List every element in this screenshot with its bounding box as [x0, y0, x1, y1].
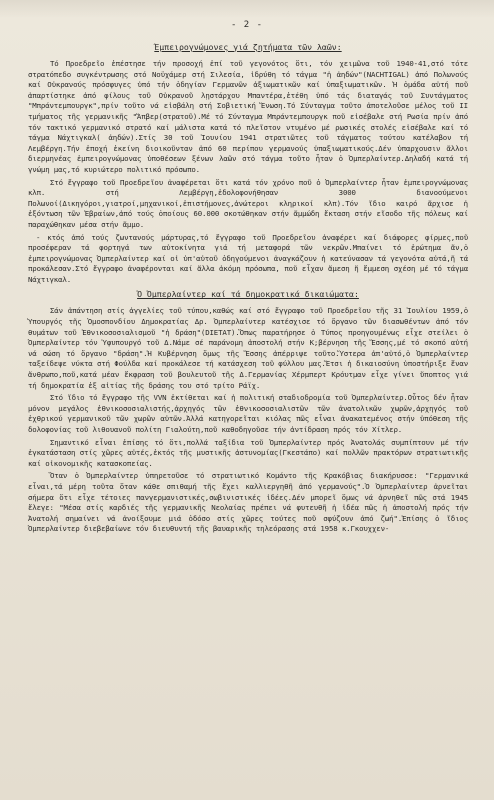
paragraph: - κτός ἀπό τούς ζωντανούς μάρτυρας,τό ἔγγραφο τοῦ Προεδρεῖου ἀναφέρει καί διάφορες φίρμες,ποῦ προσέφεραν τά φορτηγά των αὐτοκίνητα γιά τή μεταφορά τῶν νεκρῶν.Μπαίνει τό ἐρώτημα ἄν,ὁ ἐμπειρογνώμονας Ὀμπερλαίντερ καί οἱ ὑπ'αὐτοῦ ὁδηγούμενοι ἀναγκάζουν ἡ κατεύνασαν τά γεγονότα αὐτά,ἤ τά προκάλεσαν.Στό ἔγγραφο ἀναφέρονται καί ἄλλα ἀκόμη πρόσωπα, ποῦ εἶχαν ἄμεση ἤ ἔμμεση σχέση μέ τό τάγμα Νάχτιγκαλ. [28, 232, 468, 284]
section-heading-democratic-rights: Ὁ Ὀμπερλαίντερ καί τά δημοκρατικά δικαιώματα: [137, 289, 359, 300]
section-heading-experts: Έμπειρογνώμονες γιά ζητήματα τῶν λαῶν: [154, 42, 342, 52]
paragraph: Σάν ἀπάντηση στίς ἀγγελίες τοῦ τύπου,καθώς καί στό ἔγγραφο τοῦ Προεδρεῖου τῆς 31 Ἰουλίου 1959,ὁ Ὑπουργός τῆς Ὁμοσπονδίου Δημοκρατίας Δρ. Ὀμπερλαίντερ κατέσχισε τό ὄργανο τῶν διασωθέντων ἀπό τόν θυμάτων τοῦ Ἐθνικοσοσιαλισμοῦ "ἡ δράση"(DIETAT).Ὅπως παρατήρησε ὁ Τύπος προηγουμένως εἶχε στείλει ὁ Ὀμπερλαίντερ τόν Ὑφυπουργό τοῦ Δ.Νάμε σέ παράνομη ἀποστολή στήν Κ;βέρνηση τῆς Ἔσσης,μέ τό σκοπό αὐτή νά σώση τό ὄργανο "δράση".Ἡ Κυβέρνηση ὅμως τῆς Ἔσσης ἀπέρριψε τοῦτο.Ὕστερα ἀπ'αὐτό,ὁ Ὀμπερλαίντερ ταξείδεψε νύκτα στή Φούλδα καί προκάλεσε τή κατάσχεση τοῦ φύλλου μας.Ἔτσι ἡ δικαιοσύνη ὑποστήριξε ἕναν ἄνθρωπο,ποῦ,κατά μέαν ἔκφραση τοῦ βουλευτοῦ τῆς Δ.Γερμανίας Χέρμπερτ Κρόυτμαν εἶχε γίνει ὕποπτος γιά τή δημοκρατία ἐξ αἰτίας τῆς δράσης του στό τρίτο Ράϊχ. [28, 306, 468, 390]
section-experts [28, 42, 468, 285]
paragraph: Τό Προεδρεῖο ἐπέστησε τήν προσοχή ἐπί τοῦ γεγονότος ὅτι, τόν χειμῶνα τοῦ 1940-41,στό τότε στρατόπεδο συγκέντρωσης στό Νοϋχάμερ στή Σιλεσία, ἱδρύθη τό τάγμα "ἡ ἀηδών"(NACHTIGAL) ἀπό Πολωνούς καί Οὐκρανούς πρόσφυγες ὑπό τήν ὁδηγίαν Γερμανῶν ἀξιωματικῶν καί ὑπαξιωματικῶν. Ἡ ὁμάδα αὐτή ποῦ ἀπαρτίστηκε ἀπό φίλους τοῦ Οὐκρανοῦ λῃστάρχου Μπαντέρα,ἐτέθη ὑπό τάς διαταγάς τοῦ Συντάγματος "Μπράντεμπουργκ",πρίν τοῦτο νά εἰσβάλη στή Σοβιετική Ἕνωση.Τό Σύνταγμα τοῦτο ἀποτελοῦσε μέλος τοῦ ΙΙ τμήματος τῆς γερμανικῆς "Ἄπβερ(στρατοῦ).Μέ τό Σύνταγμα Μπράντεμπουργκ ποῦ εἰσέβαλε στή Ρωσία πρίν ἀπό τόν τακτικό γερμανικό στρατό καί μάλιστα κατά τό πλεῖστον ντυμένο μέ ρωσικές στολές εἰσέβαλε καί τό τάγμα Νάχτιγκαλ( ἀηδών).Στίς 30 τοῦ Ἰουνίου 1941 στρατιῶτες τοῦ τάγματος τούτου κατέλαβον τή Λεμβέργη.Τήν ἐποχή ἐκείνη διοικοῦνταν ἀπό 60 περίπου γερμανούς ὑπαξιωματικούς.Δέν ὑπαρχουσιν ἄλλοι διερμηνέας ἐμπειρογνώμονας ὑποθέσεων ξένων λαῶν στό τάγμα τοῦτο ἦταν ὁ Ὀμπερλαίντερ.Δηλαδή κατά τή γνώμη μας,τό κυριώτερο πολιτικό πρόσωπο. [28, 59, 468, 174]
section-democratic-rights [28, 289, 468, 534]
paragraph: Ὅταν ὁ Ὀμπερλαίντερ ὑπηρετοῦσε τό στρατιωτικό Κομάντο τῆς Κρακόβιας διακήρυσσε: "Γερμανικά εἶναι,τά μέρη τοῦτα ὅταν κάθε σπιθαμή τῆς ἔχει καλλιεργηθῆ ἀπό γερμανούς".Ὁ Ὀμπερλαίντερ ἀρνεῖται σήμερα ὅτι εἶχε τέτοιες πανγερμανιστικές,σωβινιστικές ἰδέες.Δέν μπορεῖ ὅμως νά ἀρνηθεῖ πῶς στά 1945 ἔλεγε: "Μέσα στίς καρδιές τῆς γερμανικῆς Νεολαίας πρέπει νά φυτευθῆ ἡ ἰδέα πῶς ἡ ἀποστολή πρός τήν Ἀνατολή σημαίνει νά ἀνοίξουμε μιά ὁδόσο στίς χῶρες τούτες ποῦ σφύζουν ἀπό ζωή".Ἐπίσης ὁ ἴδιος Ὀμπερλαίντερ διεβεβαίωνε τόν διευθυντή τῆς βαυαρικῆς τηλεόρασης στά 1958 κ.Γκουχχεν- [28, 471, 468, 534]
page-number: - 2 - [230, 20, 264, 30]
paragraph: Σημαντικό εἶναι ἐπίσης τό ὅτι,πολλά ταξίδια τοῦ Ὀμπερλαίντερ πρός Ἀνατολάς συμπίπτουν μέ τήν ἐγκατάσταση στίς χῶρες αὐτές,ἐκτός τῆς μυστικῆς ἀστυνομίας(Γκεστάπο) καί πολλῶν πρακτόρων στρατιωτικῆς καί οἰκονομικῆς κατασκοπείας. [28, 437, 468, 468]
paragraph: Στό ἔγγραφο τοῦ Προεδρεῖου ἀναφέρεται ὅτι κατά τόν χρόνο ποῦ ὁ Ὀμπερλαίντερ ἦταν ἐμπειρογνώμονας κλπ. στή Λεμβέργη,ἐδολοφονήθησαν 3000 διανοούμενοι Πολωνοί(Δικηγόροι,γιατροί,μηχανικοί,ἐπιστήμονες,ἀνώτεροι κληρικοί κλπ).Τόν ἴδιο καιρό ἄρχισε ἡ ἐξόντωση τῶν Ἑβραίων,ἀπό τούς ὁποίους 60.000 σκοτώθηκαν στήν ἄμμώδη ἔκταση στήν εἴσοδο τῆς πόλεως καί παραχώθηκαν μέσα στήν ἄμμο. [28, 177, 468, 229]
paragraph: Στό ἴδιο τό ἔγγραφο τῆς VVN ἐκτίθεται καί ἡ πολιτική σταδιοδρομία τοῦ Ὀμπερλαίντερ.Οὗτος δέν ἦταν μόνον μεγάλος ἐθνικοσοσιαλιστής,ἀρχηγός τῶν ἐθνικοσοσιαλιστῶν τῶν ἀνατολικῶν χωρῶν,ἀρχηγός τοῦ ἐχθρικού γερμανικοῦ τῶν χωρῶν αὐτῶν.Ἀλλά κατηγορεῖται κιόλας πῶς εἶναι ἀνακατεμένος στήν ὑπόθεση τῆς δολοφονίας τοῦ λιθουανοῦ πολίτη Γιαλούτη,ποῦ καθοδηγοῦσε τήν ἀντίδραση πρός τόν Χίτλερ. [28, 393, 468, 434]
